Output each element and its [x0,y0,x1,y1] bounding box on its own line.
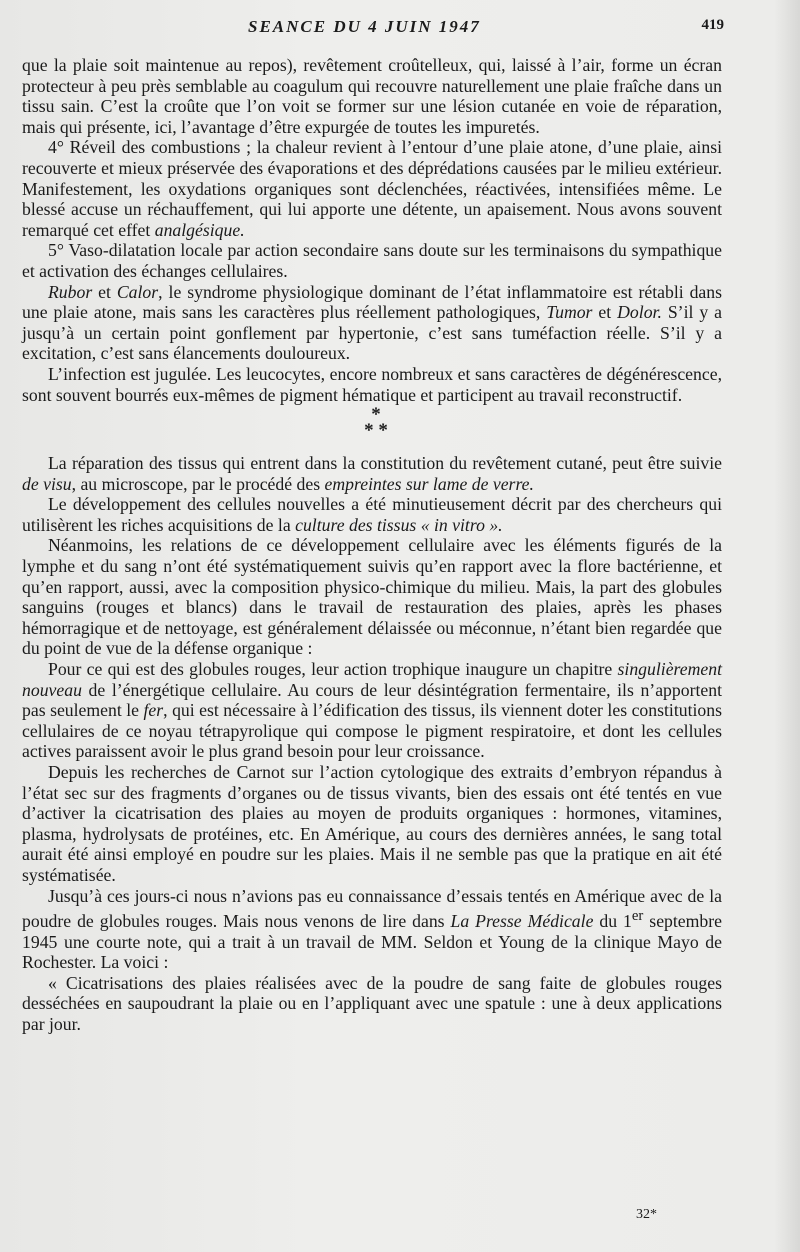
paragraph-4 [22,282,722,364]
paragraph-11-text-3: septembre 1945 une courte note, qui a trait à un travail de MM. Seldon et Young de la clinique Mayo de Rochester. La voici : [22,911,722,973]
term-empreintes: empreintes sur lame de verre. [324,473,534,494]
term-rubor: Rubor [48,281,93,302]
journal-title: La Presse Médicale [450,911,594,932]
separator-stars-bottom: * * [364,420,388,442]
separator-star-top: * [371,404,381,426]
paragraph-5: L’infection est jugulée. Les leucocytes, encore nombreux et sans caractères de dégénérescence, sont souvent bourrés eux-mêmes de pigment hématique et participent au travail reconstructif. [22,363,722,405]
paragraph-9 [22,659,722,762]
page-header [22,17,722,41]
paragraph-9-text-3: , qui est nécessaire à l’édification des tissus, ils viennent doter les constitutions cellulaires de ce noyau tétrapyrolique qui compose le pigment respiratoire, et dont les cellules actives paraissent avoir le plus grand besoin pour leur croissance. [22,700,722,762]
term-dolor: Dolor. [617,302,662,323]
paragraph-2-emphasis: analgésique. [154,219,245,240]
paragraph-7-text: Le développement des cellules nouvelles a été minutieusement décrit par des chercheurs qui utilisèrent les riches acquisitions de la [22,494,722,535]
section-spacer [22,439,722,453]
paragraph-2 [22,137,722,240]
paragraph-12-quote: « Cicatrisations des plaies réalisées avec de la poudre de sang faite de globules rouges desséchées en saupoudrant la plaie ou en l’appliquant avec une spatule : une à deux applications par jour. [22,972,722,1035]
paragraph-4-mid: , le syndrome physiologique dominant de l’état inflammatoire est rétabli dans une plaie atone, mais sans les caractères plus réellement pathologiques, [22,281,723,323]
paragraph-9-text-2: de l’énergétique cellulaire. Au cours de leur désintégration fermentaire, ils n’apportent pas seulement le [22,679,722,721]
paragraph-3: 5° Vaso-dilatation locale par action secondaire sans doute sur les terminaisons du sympathique et activation des échanges cellulaires. [22,240,722,281]
term-singulierement-nouveau: singulièrement nouveau [22,659,722,700]
paragraph-4-end: S’il y a jusqu’à un certain point gonflement par hypertonie, c’est sans tuméfaction réelle. S’il y a excitation, c’est sans élancements douloureux. [22,302,723,364]
paragraph-1: que la plaie soit maintenue au repos), revêtement croûtelleux, qui, laissé à l’air, forme un écran protecteur à peu près semblable au coagulum qui recouvre naturellement une plaie fraîche dans un tissu sain. C’est la croûte que l’on voit se former sur une lésion cutanée en voie de réparation, mais qui présente, ici, l’avantage d’être expurgée de toutes les impuretés. [22,55,722,137]
page-number: 419 [701,17,724,33]
term-fer: fer [143,700,164,721]
term-tumor: Tumor [546,302,593,323]
paragraph-11 [22,886,722,973]
paragraph-9-text: Pour ce qui est des globules rouges, leur action trophique inaugure un chapitre [48,659,618,680]
body-text [22,55,722,1035]
running-head: SEANCE DU 4 JUIN 1947 [248,17,481,36]
paragraph-6-text: La réparation des tissus qui entrent dans la constitution du revêtement cutané, peut être suivie [48,453,722,474]
section-separator [30,404,722,442]
paragraph-11-text-2: du 1 [593,911,632,932]
signature-mark: 32* [636,1207,657,1222]
page-edge-shadow [774,0,800,1252]
ordinal-superscript: er [631,908,644,925]
term-calor: Calor [116,281,159,302]
paragraph-10: Depuis les recherches de Carnot sur l’action cytologique des extraits d’embryon répandus à l’état sec sur des fragments d’organes ou de tissus vivants, bien des essais ont été tentés en vue d’activer la cicatrisation des plaies au moyen de produits organiques : hormones, vitamines, plasma, hydrolysats de protéines, etc. En Amérique, au cours des dernières années, le sang total aurait été ainsi employé en poudre sur les plaies. Mais il ne semble pas que la pratique en ait été systématisée. [22,762,722,885]
paragraph-8: Néanmoins, les relations de ce développement cellulaire avec les éléments figurés de la lymphe et du sang n’ont été systématiquement suivis qu’en rapport avec la flore bactérienne, et qu’en rapport, aussi, avec la composition physico-chimique du milieu. Mais, la part des globules sanguins (rouges et blancs) dans le travail de restauration des plaies, après les phases hémorragique et de nettoyage, est généralement délaissée ou méconnue, n’étant bien regardée que du point de vue de la défense organique : [22,535,722,659]
term-de-visu: de visu [22,473,72,494]
paragraph-7 [22,494,722,535]
term-culture-des-tissus: culture des tissus « in vitro ». [295,514,503,535]
paragraph-6 [22,453,722,494]
paragraph-11-text: Jusqu’à ces jours-ci nous n’avions pas eu connaissance d’essais tentés en Amérique avec de la poudre de globules rouges. Mais nous venons de lire dans [22,885,722,932]
paragraph-4-conj-1: et [92,281,117,302]
paragraph-4-conj-2: et [592,302,618,323]
paragraph-6-text-2: , au microscope, par le procédé des [71,473,325,494]
paragraph-2-text: 4° Réveil des combustions ; la chaleur revient à l’entour d’une plaie atone, d’une plaie, ainsi recouverte et mieux préservée des évaporations et des déprédations causées par le milieu extérieur. Manifestement, les oxydations organiques sont déclenchées, réactivées, intensifiées même. Le blessé accuse un réchauffement, qui lui apporte une détente, un apaisement. Nous avons souvent remarqué cet effet [22,137,722,240]
